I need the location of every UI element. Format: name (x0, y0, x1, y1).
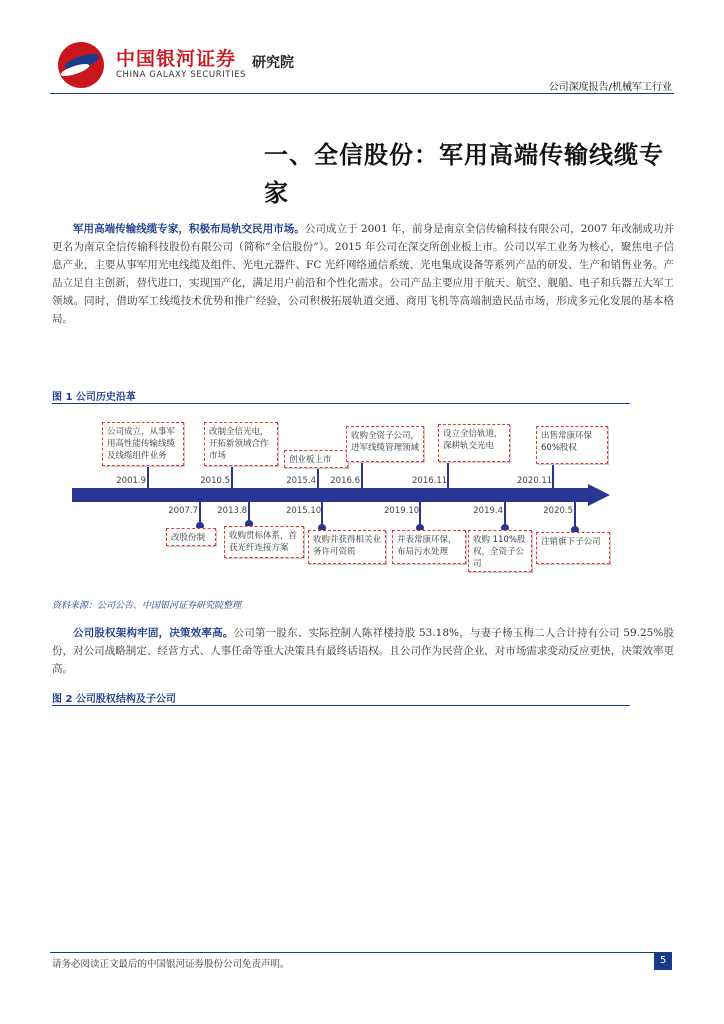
timeline-event-callout: 改股份制 (166, 528, 216, 546)
logo-english-name: CHINA GALAXY SECURITIES (116, 70, 247, 80)
timeline-stem (447, 462, 449, 488)
page-number: 5 (654, 952, 672, 970)
report-tag: 公司深度报告/机械军工行业 (548, 82, 672, 93)
timeline-stem (231, 466, 233, 488)
paragraph-lead: 军用高端传输线缆专家，积极布局轨交民用市场。 (73, 223, 305, 235)
timeline-year-label: 2016.6 (330, 476, 360, 486)
timeline-event-callout: 注销旗下子公司 (536, 532, 610, 564)
paragraph-body: 公司第一股东、实际控制人陈祥楼持股 53.18%，与妻子杨玉梅二人合计持有公司 59.25%股份，对公司战略制定、经营方式、人事任命等重大决策具有最终话语权。且公司作为民营企业，对市场需求变动反应更快，决策效率更高。 (52, 627, 674, 675)
timeline-stem (361, 462, 363, 488)
timeline-event-callout: 收购贯标体系，首获光纤连接方案 (224, 526, 304, 558)
timeline-event-callout: 并表常康环保，布局污水处理 (392, 530, 466, 564)
paragraph-company-intro (52, 220, 674, 328)
timeline-year-label: 2019.4 (473, 506, 503, 516)
timeline-year-label: 2020.11 (517, 476, 553, 486)
timeline-year-label: 2020.5 (543, 506, 573, 516)
timeline-year-label: 2019.10 (384, 506, 420, 516)
timeline-year-label: 2015.4 (286, 476, 316, 486)
timeline-arrow-head (588, 484, 610, 506)
timeline-event-callout: 创业板上市 (284, 450, 348, 468)
timeline-event-callout: 设立全信轨道，深耕轨交光电 (438, 424, 510, 462)
timeline-year-label: 2013.8 (217, 506, 247, 516)
footer-disclaimer: 请务必阅读正文最后的中国银河证券股份公司免责声明。 (52, 959, 290, 970)
paragraph-lead: 公司股权架构牢固，决策效率高。 (73, 627, 234, 639)
paragraph-ownership (52, 624, 674, 678)
timeline-event-callout: 收购 110%股权，全资子公司 (468, 530, 532, 572)
figure-1-source: 资料来源：公司公告、中国银河证券研究院整理 (52, 601, 242, 611)
figure-1-rule (52, 403, 630, 404)
timeline-bar (72, 488, 590, 502)
timeline-year-label: 2015.10 (286, 506, 322, 516)
figure-1-title: 图 1 公司历史沿革 (52, 392, 136, 403)
timeline-year-label: 2001.9 (116, 476, 146, 486)
timeline-stem (147, 466, 149, 488)
timeline-event-callout: 公司成立，从事军用高性能传输线缆及线缆组件业务 (102, 422, 184, 466)
section-title: 一、全信股份：军用高端传输线缆专家 (264, 141, 664, 207)
figure-2-title: 图 2 公司股权结构及子公司 (52, 694, 176, 705)
institute-name: 研究院 (252, 55, 294, 71)
timeline-year-label: 2007.7 (168, 506, 198, 516)
timeline-event-callout: 收购全资子公司，进军线缆管理领域 (346, 426, 424, 462)
header-divider (50, 93, 674, 94)
timeline-event-callout: 改制全信光电，开拓新领域合作市场 (204, 422, 278, 466)
timeline-year-label: 2010.5 (200, 476, 230, 486)
timeline-event-callout: 收购并获得相关业务许可资质 (308, 530, 386, 564)
timeline-event-callout: 出售常康环保60%股权 (536, 426, 608, 464)
timeline-stem (317, 468, 319, 488)
paragraph-body: 公司成立于 2001 年，前身是南京全信传输科技有限公司，2007 年改制成功并更名为南京全信传输科技股份有限公司（简称“全信股份”）。2015 年公司在深交所创业板上市。公司以军工业务为核心，聚焦电子信息产业，主要从事军用光电线缆及组件、光电元器件、FC 光纤网络通信系统、光电集成设备等系列产品的研发、生产和销售业务。产品立足自主创新，替代进口，实现国产化，满足用户前沿和个性化需求。公司产品主要应用于航天、航空、舰船、电子和兵器五大军工领域。同时，借助军工线缆技术优势和推广经验，公司积极拓展轨道交通、商用飞机等高端制造民品市场，形成多元化发展的基本格局。 (52, 223, 674, 325)
timeline-stem (552, 464, 554, 488)
figure-2-rule (52, 705, 630, 706)
footer-divider (50, 952, 672, 953)
timeline-year-label: 2016.11 (412, 476, 448, 486)
logo-chinese-name: 中国银河证券 (116, 48, 237, 70)
